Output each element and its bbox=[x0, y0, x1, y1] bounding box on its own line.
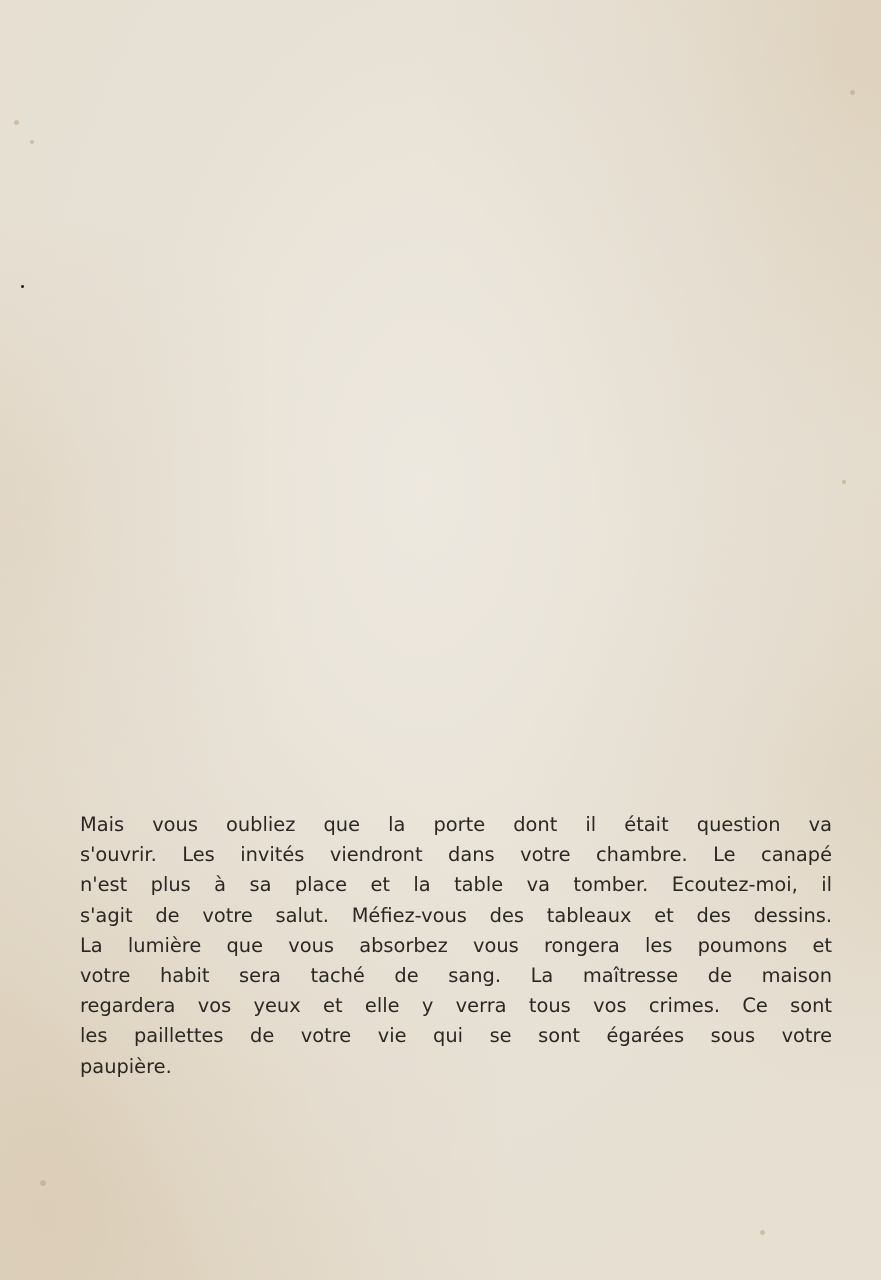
paper-stain bbox=[14, 120, 19, 125]
text-line: regardera vos yeux et elle y verra tous vos crimes. Ce sont bbox=[80, 994, 832, 1018]
paper-stain bbox=[842, 480, 846, 484]
text-line: s'ouvrir. Les invités viendront dans votre chambre. Le canapé bbox=[80, 843, 832, 867]
paper-stain bbox=[850, 90, 855, 95]
ink-speck bbox=[21, 285, 24, 288]
text-line: les paillettes de votre vie qui se sont égarées sous votre bbox=[80, 1024, 832, 1048]
text-line: votre habit sera taché de sang. La maîtresse de maison bbox=[80, 963, 832, 987]
back-cover-text bbox=[80, 810, 832, 1082]
paper-stain bbox=[30, 140, 34, 144]
text-line: La lumière que vous absorbez vous rongera les poumons et bbox=[80, 933, 832, 957]
text-line: Mais vous oubliez que la porte dont il était question va bbox=[80, 813, 832, 836]
paper-stain bbox=[40, 1180, 46, 1186]
text-line: s'agit de votre salut. Méfiez-vous des tableaux et des dessins. bbox=[80, 903, 832, 927]
text-line: paupière. bbox=[80, 1054, 172, 1078]
paper-stain bbox=[760, 1230, 765, 1235]
text-line: n'est plus à sa place et la table va tomber. Ecoutez-moi, il bbox=[80, 873, 832, 897]
